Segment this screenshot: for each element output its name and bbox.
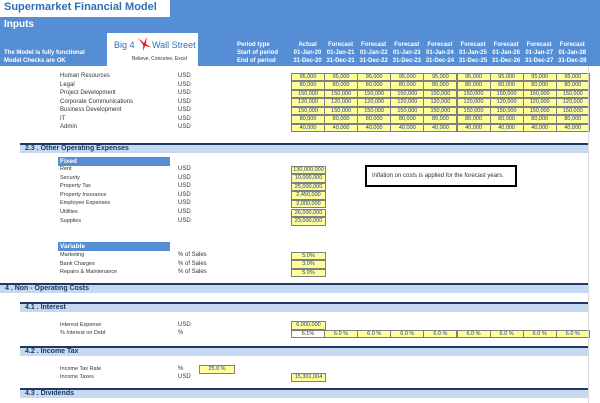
salary-input[interactable]: 150,000 (423, 107, 457, 116)
end-period-label: End of period (237, 58, 276, 64)
tax-rate-input[interactable]: 25.0 % (199, 365, 235, 374)
period-type: Forecast (559, 42, 585, 48)
salary-input[interactable]: 120,000 (457, 98, 491, 107)
section-other-opex: 2.3 . Other Operating Expenses (20, 143, 588, 153)
fixed-cost-input[interactable]: 25,000,000 (291, 183, 326, 192)
salary-input[interactable]: 80,000 (324, 115, 358, 124)
fixed-cost-unit: USD (178, 200, 191, 207)
fixed-cost-unit: USD (178, 183, 191, 190)
sheet-title: Inputs (4, 19, 34, 30)
period-start: 01-Jan-24 (426, 50, 454, 56)
logo-tagline: Believe, Conceive, Excel (132, 56, 188, 62)
salary-input[interactable]: 150,000 (291, 90, 325, 99)
salary-input[interactable]: 40,000 (324, 124, 358, 133)
period-type: Forecast (427, 42, 453, 48)
period-end: 31-Dec-22 (359, 58, 388, 64)
salary-input[interactable]: 40,000 (457, 124, 491, 133)
variable-cost-label: Bank Charges (60, 260, 95, 267)
model-title: Supermarket Financial Model (4, 1, 157, 13)
income-taxes-unit: USD (178, 374, 191, 380)
fixed-cost-unit: USD (178, 209, 191, 215)
section-interest: 4.1 . Interest (20, 302, 588, 312)
salary-input[interactable]: 80,000 (490, 81, 524, 90)
fixed-cost-input[interactable]: 2,450,000 (291, 191, 326, 200)
salary-input[interactable]: 120,000 (556, 98, 590, 107)
fixed-cost-label: Property Tax (60, 183, 91, 190)
salary-input[interactable]: 80,000 (457, 115, 491, 124)
interest-rate-input[interactable]: 6.1% (291, 330, 325, 339)
salary-unit: USD (178, 115, 191, 122)
variable-cost-label: Repairs & Maintenance (60, 269, 118, 276)
salary-unit: USD (178, 98, 191, 105)
salary-input[interactable]: 150,000 (324, 90, 358, 99)
salary-input[interactable]: 80,000 (523, 115, 557, 124)
salary-input[interactable]: 80,000 (291, 81, 325, 90)
salary-unit: USD (178, 90, 191, 96)
tax-rate-unit: % (178, 366, 184, 372)
period-type: Forecast (526, 42, 552, 48)
salary-input[interactable]: 120,000 (423, 98, 457, 107)
period-end: 31-Dec-25 (458, 58, 488, 64)
salary-unit: USD (178, 73, 191, 79)
salary-input[interactable]: 80,000 (523, 81, 557, 90)
salary-input[interactable]: 150,000 (324, 107, 358, 116)
fixed-cost-unit: USD (178, 166, 191, 172)
period-start: 01-Jan-22 (359, 50, 388, 56)
period-type-label: Period type (237, 42, 270, 48)
salary-input[interactable]: 150,000 (423, 90, 457, 99)
salary-input[interactable]: 150,000 (390, 107, 424, 116)
variable-header: Variable (58, 242, 170, 251)
salary-unit: USD (178, 81, 191, 88)
period-end: 31-Dec-27 (525, 58, 554, 64)
salary-input[interactable]: 80,000 (324, 81, 358, 90)
salary-input[interactable]: 150,000 (523, 90, 557, 99)
salary-label: Human Resources (60, 73, 110, 79)
period-type: Actual (298, 42, 317, 48)
salary-input[interactable]: 80,000 (490, 115, 524, 124)
salary-unit: USD (178, 107, 191, 113)
fixed-header: Fixed (58, 157, 170, 166)
fixed-cost-input[interactable]: 130,000,000 (291, 166, 326, 175)
interest-expense-unit: USD (178, 322, 191, 328)
salary-input[interactable]: 120,000 (324, 98, 358, 107)
interest-expense-label: Interest Expense (60, 322, 102, 328)
salary-input[interactable]: 120,000 (357, 98, 391, 107)
start-period-label: Start of period (237, 50, 279, 56)
variable-cost-input[interactable]: 3.0% (291, 260, 326, 269)
section-non-operating: 4 . Non - Operating Costs (0, 283, 588, 293)
fixed-cost-input[interactable]: 2,000,000 (291, 200, 326, 209)
income-taxes-label: Income Taxes (60, 374, 94, 380)
salary-input[interactable]: 95,000 (556, 73, 590, 82)
right-gridline (588, 66, 589, 403)
variable-cost-label: Marketing (60, 252, 85, 258)
period-start: 01-Jan-25 (459, 50, 487, 56)
salary-input[interactable]: 120,000 (523, 98, 557, 107)
interest-expense-input[interactable]: 6,000,000 (291, 321, 326, 330)
salary-input[interactable]: 95,000 (423, 73, 457, 82)
salary-input[interactable]: 80,000 (423, 115, 457, 124)
fixed-cost-input[interactable]: 10,000,000 (291, 174, 326, 183)
period-start: 01-Jan-21 (326, 50, 355, 56)
salary-input[interactable]: 150,000 (457, 107, 491, 116)
salary-input[interactable]: 120,000 (390, 98, 424, 107)
period-end: 31-Dec-26 (491, 58, 521, 64)
status-functional: The Model is fully functional (4, 50, 85, 56)
salary-input[interactable]: 150,000 (490, 107, 524, 116)
period-type: Forecast (493, 42, 519, 48)
salary-input[interactable]: 40,000 (556, 124, 590, 133)
period-type: Forecast (394, 42, 420, 48)
salary-input[interactable]: 95,000 (390, 73, 424, 82)
salary-input[interactable]: 150,000 (523, 107, 557, 116)
salary-input[interactable]: 40,000 (357, 124, 391, 133)
interest-rate-input[interactable]: 6.0 % (423, 330, 457, 339)
interest-rate-input[interactable]: 6.0 % (390, 330, 424, 339)
salary-input[interactable]: 150,000 (556, 107, 590, 116)
income-taxes-value[interactable]: 15,301,004 (291, 373, 326, 382)
salary-input[interactable]: 80,000 (556, 81, 590, 90)
salary-input[interactable]: 150,000 (291, 107, 325, 116)
fixed-cost-unit: USD (178, 217, 191, 224)
interest-rate-input[interactable]: 6.0 % (357, 330, 391, 339)
salary-input[interactable]: 95,000 (490, 73, 524, 82)
interest-rate-input[interactable]: 6.0 % (556, 330, 590, 339)
salary-input[interactable]: 40,000 (423, 124, 457, 133)
inflation-note: Inflation on costs is applied for the forecast years. (365, 165, 517, 187)
salary-input[interactable]: 40,000 (291, 124, 325, 133)
salary-input[interactable]: 150,000 (457, 90, 491, 99)
period-end: 31-Dec-21 (326, 58, 355, 64)
variable-cost-unit: % of Sales (178, 269, 207, 276)
salary-input[interactable]: 40,000 (523, 124, 557, 133)
fixed-cost-label: Supplies (60, 217, 82, 224)
section-income-tax: 4.2 . Income Tax (20, 346, 588, 356)
salary-input[interactable]: 80,000 (357, 81, 391, 90)
salary-input[interactable]: 80,000 (457, 81, 491, 90)
salary-input[interactable]: 80,000 (390, 115, 424, 124)
period-end: 31-Dec-23 (392, 58, 421, 64)
salary-input[interactable]: 80,000 (556, 115, 590, 124)
salary-input[interactable]: 150,000 (556, 90, 590, 99)
status-checks: Model Checks are OK (4, 58, 66, 64)
interest-rate-input[interactable]: 6.0 % (490, 330, 524, 339)
fixed-cost-unit: USD (178, 174, 191, 181)
logo (107, 33, 198, 71)
salary-input[interactable]: 40,000 (490, 124, 524, 133)
salary-input[interactable]: 120,000 (291, 98, 325, 107)
salary-input[interactable]: 150,000 (390, 90, 424, 99)
interest-rate-input[interactable]: 6.0 % (523, 330, 557, 339)
salary-unit: USD (178, 124, 191, 130)
salary-input[interactable]: 40,000 (390, 124, 424, 133)
salary-input[interactable]: 95,000 (457, 73, 491, 82)
fixed-cost-label: Employee Expenses (60, 200, 111, 207)
salary-label: Legal (60, 81, 75, 88)
salary-label: Project Development (60, 90, 116, 96)
tax-rate-label: Income Tax Rate (60, 366, 102, 372)
period-start: 01-Jan-28 (558, 50, 587, 56)
period-end: 31-Dec-24 (425, 58, 455, 64)
period-type: Forecast (460, 42, 486, 48)
variable-cost-unit: % of Sales (178, 260, 207, 267)
salary-input[interactable]: 80,000 (357, 115, 391, 124)
salary-input[interactable]: 80,000 (291, 115, 325, 124)
interest-rate-input[interactable]: 6.0 % (324, 330, 358, 339)
salary-input[interactable]: 95,000 (291, 73, 325, 82)
section-dividends: 4.3 . Dividends (20, 388, 588, 398)
salary-input[interactable]: 80,000 (423, 81, 457, 90)
fixed-cost-label: Rent (60, 166, 72, 172)
interest-rate-unit: % (178, 330, 184, 336)
period-start: 01-Jan-27 (525, 50, 554, 56)
salary-label: Admin (60, 124, 78, 130)
interest-rate-label: % Interest on Debt (60, 330, 106, 336)
period-type: Forecast (328, 42, 354, 48)
fixed-cost-input[interactable]: 23,000,000 (291, 217, 326, 226)
period-type: Forecast (361, 42, 387, 48)
period-end: 31-Dec-20 (293, 58, 322, 64)
variable-cost-input[interactable]: 5.0% (291, 269, 326, 278)
interest-rate-input[interactable]: 6.0 % (457, 330, 491, 339)
title-box (0, 0, 170, 17)
salary-input[interactable]: 120,000 (490, 98, 524, 107)
period-start: 01-Jan-20 (293, 50, 322, 56)
salary-label: IT (60, 115, 66, 122)
salary-input[interactable]: 150,000 (357, 90, 391, 99)
variable-cost-input[interactable]: 5.0% (291, 252, 326, 261)
period-start: 01-Jan-23 (392, 50, 421, 56)
period-end: 31-Dec-28 (558, 58, 587, 64)
fixed-cost-label: Utilities (60, 209, 78, 215)
salary-input[interactable]: 95,000 (324, 73, 358, 82)
fixed-cost-unit: USD (178, 191, 191, 198)
fixed-cost-input[interactable]: 26,000,000 (291, 209, 326, 218)
fixed-cost-label: Property Insurance (60, 191, 107, 198)
salary-input[interactable]: 95,000 (523, 73, 557, 82)
salary-input[interactable]: 150,000 (490, 90, 524, 99)
salary-input[interactable]: 95,000 (357, 73, 391, 82)
salary-input[interactable]: 150,000 (357, 107, 391, 116)
salary-label: Corporate Communications (60, 98, 134, 105)
salary-label: Business Development (60, 107, 122, 113)
period-start: 01-Jan-26 (492, 50, 520, 56)
variable-cost-unit: % of Sales (178, 252, 207, 258)
fixed-cost-label: Security (60, 174, 80, 181)
salary-input[interactable]: 80,000 (390, 81, 424, 90)
logo-text-right: Wall Street (152, 40, 196, 50)
logo-text-left: Big 4 (114, 40, 135, 50)
